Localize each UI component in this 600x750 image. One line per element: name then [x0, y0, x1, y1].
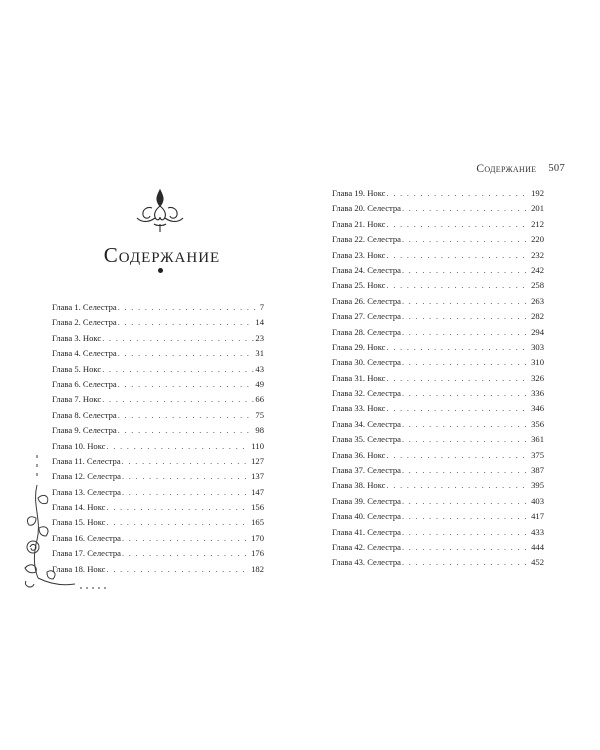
- toc-entry-page: 356: [531, 418, 544, 429]
- dot-leader: [402, 494, 530, 509]
- toc-entry-label: Глава 30. Селестра: [332, 357, 401, 368]
- toc-entry: [52, 408, 264, 423]
- toc-entry-page: 375: [531, 449, 544, 460]
- toc-entry-page: 49: [255, 378, 264, 389]
- toc-entry-page: 170: [251, 532, 264, 543]
- toc-entry-page: 310: [531, 357, 544, 368]
- dot-leader: [402, 540, 530, 555]
- toc-entry: [332, 248, 544, 263]
- dot-leader: [122, 454, 250, 469]
- toc-entry-page: 282: [531, 311, 544, 322]
- toc-entry: [332, 525, 544, 540]
- toc-entry-page: 7: [259, 302, 264, 312]
- toc-entry: [52, 377, 264, 392]
- toc-entry-label: Глава 10. Нокс: [52, 440, 106, 451]
- dot-leader: [387, 278, 531, 293]
- dot-leader: [402, 509, 530, 524]
- toc-entry: [332, 186, 544, 201]
- toc-entry-page: 98: [255, 425, 264, 436]
- dot-leader: [387, 401, 531, 416]
- dot-leader: [118, 377, 255, 392]
- dot-leader: [402, 463, 530, 478]
- dot-leader: [122, 546, 250, 561]
- toc-entry: [52, 331, 264, 346]
- dot-leader: [402, 294, 530, 309]
- toc-entry-page: 220: [531, 234, 544, 245]
- toc-entry-label: Глава 19. Нокс: [332, 188, 386, 198]
- toc-entry-label: Глава 43. Селестра: [332, 557, 401, 568]
- toc-entry-label: Глава 3. Нокс: [52, 332, 102, 343]
- toc-entry: [332, 371, 544, 386]
- dot-leader: [402, 325, 530, 340]
- toc-entry-label: Глава 6. Селестра: [52, 378, 117, 389]
- toc-entry-label: Глава 31. Нокс: [332, 372, 386, 383]
- toc-entry-page: 361: [531, 434, 544, 445]
- toc-entry: [332, 263, 544, 278]
- toc-entry-label: Глава 23. Нокс: [332, 249, 386, 260]
- toc-entry-label: Глава 4. Селестра: [52, 348, 117, 359]
- dot-leader: [118, 346, 255, 361]
- toc-entry: [332, 509, 544, 524]
- dot-leader: [122, 469, 250, 484]
- dot-leader: [122, 531, 250, 546]
- toc-entry-label: Глава 22. Селестра: [332, 234, 401, 245]
- toc-entry-page: 147: [251, 486, 264, 497]
- toc-entry-label: Глава 9. Селестра: [52, 425, 117, 436]
- toc-entry-page: 294: [531, 326, 544, 337]
- toc-entry: [332, 432, 544, 447]
- dot-leader: [387, 186, 531, 201]
- toc-entry-page: 201: [531, 203, 544, 214]
- running-head: [455, 163, 565, 175]
- dot-leader: [402, 232, 530, 247]
- toc-entry-page: 433: [531, 526, 544, 537]
- toc-entry: [52, 423, 264, 438]
- toc-entry-page: 242: [531, 264, 544, 275]
- dot-leader: [118, 315, 255, 330]
- dot-leader: [387, 248, 531, 263]
- dot-leader: [387, 371, 531, 386]
- title-dot: [158, 268, 163, 273]
- toc-entry-page: 182: [251, 563, 264, 574]
- toc-entry-page: 31: [255, 348, 264, 359]
- dot-leader: [118, 423, 255, 438]
- toc-entry-page: 444: [531, 541, 544, 552]
- toc-entry-label: Глава 24. Селестра: [332, 264, 401, 275]
- toc-entry-label: Глава 14. Нокс: [52, 502, 106, 513]
- toc-entry-label: Глава 7. Нокс: [52, 394, 102, 405]
- toc-entry-page: 336: [531, 388, 544, 399]
- toc-entry: [332, 340, 544, 355]
- dot-leader: [402, 525, 530, 540]
- toc-entry: [332, 232, 544, 247]
- dot-leader: [107, 500, 251, 515]
- rose-vine-icon: [20, 450, 120, 600]
- toc-entry-label: Глава 1. Селестра: [52, 302, 117, 312]
- toc-entry-label: Глава 35. Селестра: [332, 434, 401, 445]
- toc-entry: [332, 355, 544, 370]
- toc-entry-page: 127: [251, 455, 264, 466]
- toc-entry: [332, 555, 544, 570]
- dot-leader: [102, 331, 254, 346]
- dot-leader: [387, 448, 531, 463]
- toc-entry-page: 303: [531, 341, 544, 352]
- toc-entry: [52, 362, 264, 377]
- toc-entry-page: 23: [255, 332, 264, 343]
- toc-entry: [52, 346, 264, 361]
- toc-entry-label: Глава 20. Селестра: [332, 203, 401, 214]
- toc-entry-label: Глава 16. Селестра: [52, 532, 121, 543]
- toc-entry-page: 137: [251, 471, 264, 482]
- dot-leader: [402, 386, 530, 401]
- toc-entry: [332, 494, 544, 509]
- toc-entry: [332, 448, 544, 463]
- toc-entry-page: 387: [531, 465, 544, 476]
- toc-entry-label: Глава 32. Селестра: [332, 388, 401, 399]
- toc-entry-label: Глава 25. Нокс: [332, 280, 386, 291]
- dot-leader: [402, 201, 530, 216]
- dot-leader: [107, 439, 251, 454]
- toc-entry-page: 66: [255, 394, 264, 405]
- toc-entry-page: 232: [531, 249, 544, 260]
- toc-entry-label: Глава 27. Селестра: [332, 311, 401, 322]
- toc-entry-page: 14: [255, 317, 264, 328]
- toc-entry-page: 165: [251, 517, 264, 528]
- toc-entry-label: Глава 5. Нокс: [52, 363, 102, 374]
- toc-entry-page: 395: [531, 480, 544, 491]
- toc-entry: [52, 300, 264, 315]
- toc-entry-page: 192: [531, 188, 544, 198]
- dot-leader: [387, 217, 531, 232]
- toc-entry-page: 43: [255, 363, 264, 374]
- toc-entry: [332, 325, 544, 340]
- toc-list-right: [332, 186, 544, 571]
- toc-entry-page: 212: [531, 218, 544, 229]
- toc-entry: [52, 392, 264, 407]
- toc-entry-page: 326: [531, 372, 544, 383]
- toc-entry: [332, 417, 544, 432]
- toc-entry-page: 110: [251, 440, 264, 451]
- toc-entry-page: 263: [531, 295, 544, 306]
- dot-leader: [102, 362, 254, 377]
- page-number: 507: [548, 163, 565, 174]
- dot-leader: [107, 562, 251, 577]
- toc-entry-label: Глава 18. Нокс: [52, 563, 106, 574]
- toc-entry-label: Глава 28. Селестра: [332, 326, 401, 337]
- toc-entry-page: 156: [251, 502, 264, 513]
- dot-leader: [402, 309, 530, 324]
- toc-entry-label: Глава 29. Нокс: [332, 341, 386, 352]
- toc-entry: [332, 478, 544, 493]
- toc-entry-label: Глава 8. Селестра: [52, 409, 117, 420]
- toc-entry: [332, 294, 544, 309]
- toc-entry-label: Глава 33. Нокс: [332, 403, 386, 414]
- toc-entry-label: Глава 34. Селестра: [332, 418, 401, 429]
- toc-entry-label: Глава 13. Селестра: [52, 486, 121, 497]
- toc-entry-page: 75: [255, 409, 264, 420]
- toc-entry: [52, 315, 264, 330]
- running-head-title: Содержание: [476, 163, 537, 175]
- toc-entry-page: 452: [531, 557, 544, 568]
- toc-entry-label: Глава 17. Селестра: [52, 548, 121, 559]
- toc-entry-label: Глава 38. Нокс: [332, 480, 386, 491]
- toc-entry-label: Глава 40. Селестра: [332, 511, 401, 522]
- toc-entry-label: Глава 11. Селестра: [52, 455, 121, 466]
- toc-entry-label: Глава 2. Селестра: [52, 317, 117, 328]
- toc-entry-page: 176: [251, 548, 264, 559]
- toc-entry: [332, 463, 544, 478]
- dot-leader: [402, 263, 530, 278]
- toc-entry-page: 258: [531, 280, 544, 291]
- toc-entry-label: Глава 41. Селестра: [332, 526, 401, 537]
- toc-entry-label: Глава 39. Селестра: [332, 495, 401, 506]
- toc-entry: [332, 309, 544, 324]
- toc-entry: [332, 401, 544, 416]
- toc-entry: [332, 201, 544, 216]
- dot-leader: [402, 432, 530, 447]
- toc-entry-page: 346: [531, 403, 544, 414]
- toc-entry-label: Глава 26. Селестра: [332, 295, 401, 306]
- ornament-icon: [133, 188, 187, 234]
- toc-entry-label: Глава 42. Селестра: [332, 541, 401, 552]
- toc-entry-page: 403: [531, 495, 544, 506]
- dot-leader: [402, 417, 530, 432]
- dot-leader: [122, 485, 250, 500]
- dot-leader: [118, 408, 255, 423]
- toc-entry-label: Глава 37. Селестра: [332, 465, 401, 476]
- toc-entry-label: Глава 15. Нокс: [52, 517, 106, 528]
- page-title: Содержание: [103, 243, 221, 267]
- toc-entry: [332, 540, 544, 555]
- dot-leader: [118, 300, 259, 315]
- dot-leader: [402, 355, 530, 370]
- toc-entry: [332, 386, 544, 401]
- toc-entry-label: Глава 12. Селестра: [52, 471, 121, 482]
- dot-leader: [107, 515, 251, 530]
- toc-entry: [332, 278, 544, 293]
- toc-entry-page: 417: [531, 511, 544, 522]
- dot-leader: [402, 555, 530, 570]
- toc-entry: [332, 217, 544, 232]
- dot-leader: [102, 392, 254, 407]
- toc-entry-label: Глава 36. Нокс: [332, 449, 386, 460]
- dot-leader: [387, 478, 531, 493]
- toc-entry-label: Глава 21. Нокс: [332, 218, 386, 229]
- dot-leader: [387, 340, 531, 355]
